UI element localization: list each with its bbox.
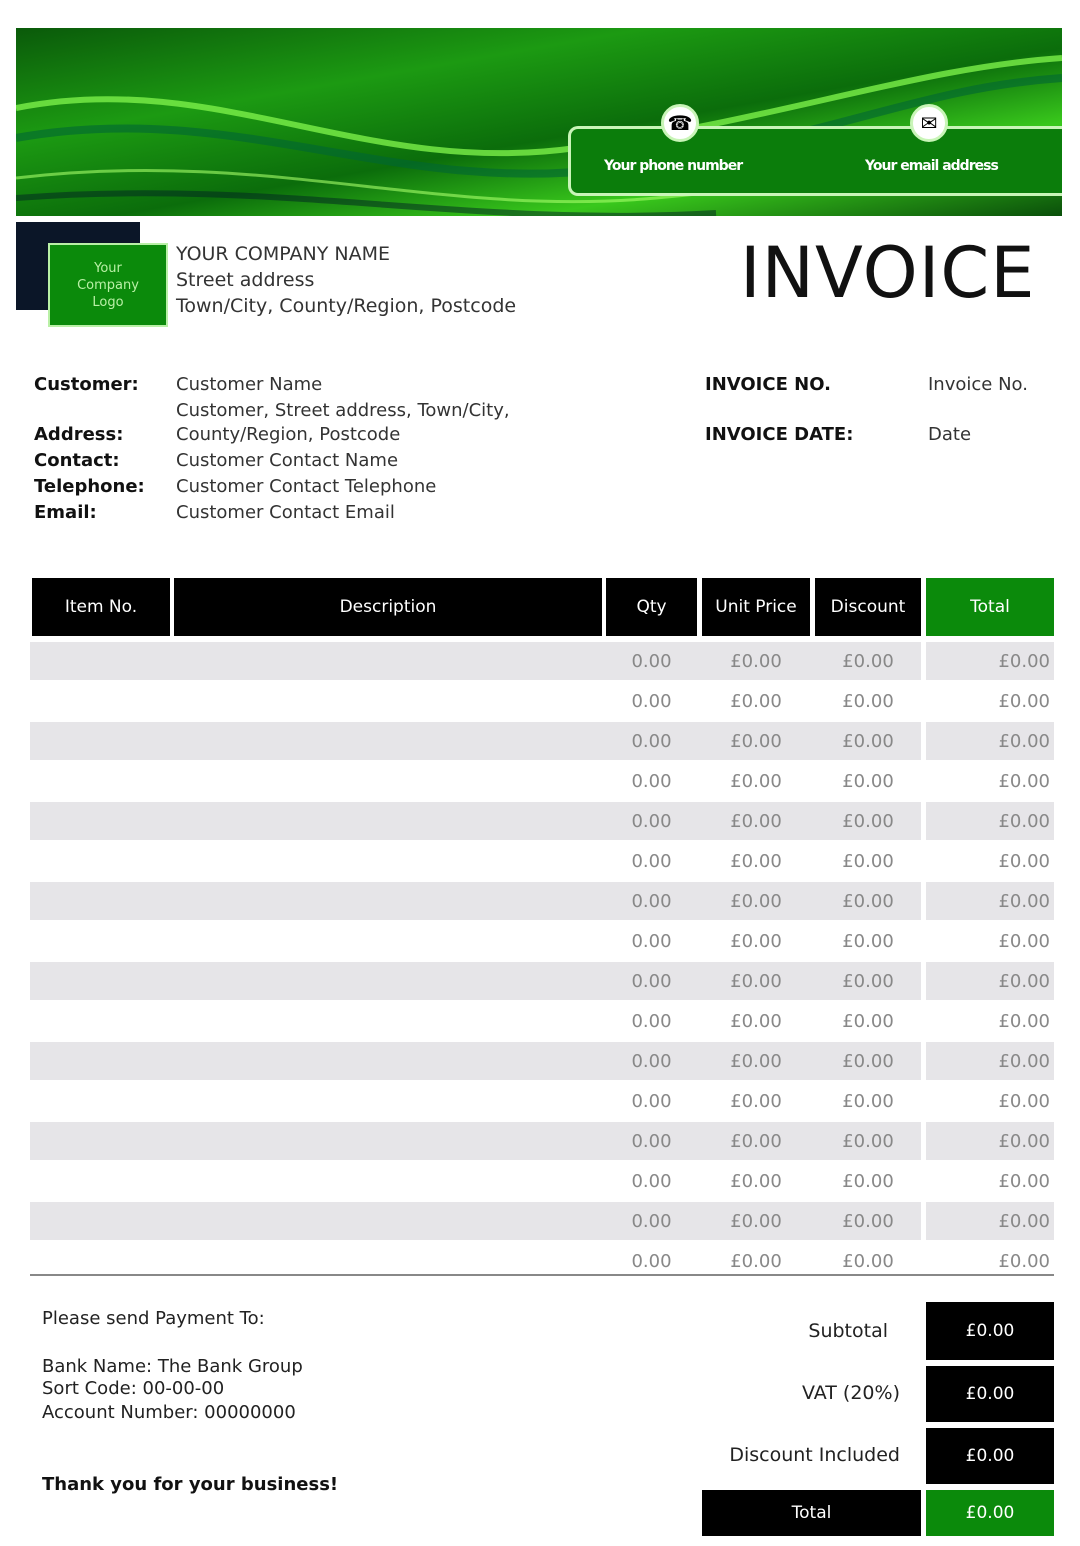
cell-item-no[interactable] — [32, 1122, 170, 1160]
cell-item-no[interactable] — [32, 642, 170, 680]
address-label: Address: — [34, 424, 124, 445]
email-value: Customer Contact Email — [176, 502, 395, 523]
cell-qty[interactable]: 0.00 — [631, 1171, 672, 1192]
cell-item-no[interactable] — [32, 802, 170, 840]
cell-discount[interactable]: £0.00 — [815, 1042, 921, 1080]
cell-discount[interactable]: £0.00 — [815, 642, 921, 680]
cell-item-no[interactable] — [32, 1002, 170, 1040]
table-row — [30, 962, 1054, 1000]
subtotal-label: Subtotal — [808, 1320, 888, 1342]
cell-description[interactable] — [174, 922, 602, 960]
cell-qty[interactable]: 0.00 — [606, 962, 697, 1000]
invoice-title: INVOICE — [740, 232, 1036, 314]
cell-total[interactable]: £0.00 — [926, 882, 1054, 920]
table-row — [30, 1122, 1054, 1160]
cell-unit-price[interactable]: £0.00 — [730, 1091, 782, 1112]
cell-discount[interactable]: £0.00 — [842, 1251, 894, 1272]
header-item-no: Item No. — [32, 578, 170, 636]
cell-qty[interactable]: 0.00 — [631, 1251, 672, 1272]
customer-value: Customer Name — [176, 374, 323, 395]
cell-discount[interactable]: £0.00 — [815, 802, 921, 840]
cell-discount[interactable]: £0.00 — [815, 1122, 921, 1160]
cell-description[interactable] — [174, 1202, 602, 1240]
subtotal-value: £0.00 — [926, 1302, 1054, 1360]
cell-discount[interactable]: £0.00 — [842, 771, 894, 792]
cell-description[interactable] — [174, 682, 602, 720]
cell-total[interactable]: £0.00 — [926, 802, 1054, 840]
cell-description[interactable] — [174, 1162, 602, 1200]
cell-qty[interactable]: 0.00 — [631, 931, 672, 952]
cell-qty[interactable]: 0.00 — [631, 691, 672, 712]
cell-total[interactable]: £0.00 — [998, 931, 1050, 952]
table-row — [30, 922, 1054, 960]
cell-unit-price[interactable]: £0.00 — [702, 1122, 810, 1160]
table-row — [30, 1042, 1054, 1080]
cell-unit-price[interactable]: £0.00 — [730, 931, 782, 952]
cell-discount[interactable]: £0.00 — [842, 851, 894, 872]
bank-name: Bank Name: The Bank Group — [42, 1356, 303, 1377]
total-label: Total — [702, 1490, 921, 1536]
email-icon: ✉ — [910, 104, 948, 142]
cell-item-no[interactable] — [32, 762, 170, 800]
company-street: Street address — [176, 269, 315, 291]
cell-total[interactable]: £0.00 — [926, 1202, 1054, 1240]
email-label: Email: — [34, 502, 97, 523]
cell-description[interactable] — [174, 642, 602, 680]
account-number: Account Number: 00000000 — [42, 1402, 296, 1423]
table-row — [30, 1202, 1054, 1240]
table-row — [30, 802, 1054, 840]
cell-description[interactable] — [174, 842, 602, 880]
cell-qty[interactable]: 0.00 — [606, 642, 697, 680]
cell-description[interactable] — [174, 1002, 602, 1040]
cell-total[interactable]: £0.00 — [998, 1251, 1050, 1272]
cell-qty[interactable]: 0.00 — [606, 882, 697, 920]
cell-item-no[interactable] — [32, 922, 170, 960]
cell-discount[interactable]: £0.00 — [842, 1171, 894, 1192]
cell-item-no[interactable] — [32, 882, 170, 920]
cell-unit-price[interactable]: £0.00 — [702, 722, 810, 760]
cell-unit-price[interactable]: £0.00 — [702, 1202, 810, 1240]
invoice-no-label: INVOICE NO. — [705, 374, 831, 395]
company-name: YOUR COMPANY NAME — [176, 243, 390, 265]
cell-discount[interactable]: £0.00 — [842, 691, 894, 712]
table-row — [30, 722, 1054, 760]
header-qty: Qty — [606, 578, 697, 636]
cell-discount[interactable]: £0.00 — [815, 722, 921, 760]
header-unit-price: Unit Price — [702, 578, 810, 636]
cell-qty[interactable]: 0.00 — [631, 851, 672, 872]
cell-unit-price[interactable]: £0.00 — [702, 642, 810, 680]
sort-code: Sort Code: 00-00-00 — [42, 1378, 225, 1399]
table-row — [30, 1082, 1054, 1120]
cell-qty[interactable]: 0.00 — [606, 1202, 697, 1240]
cell-unit-price[interactable]: £0.00 — [730, 851, 782, 872]
table-row — [30, 682, 1054, 720]
header-discount: Discount — [815, 578, 921, 636]
cell-description[interactable] — [174, 882, 602, 920]
cell-total[interactable]: £0.00 — [926, 722, 1054, 760]
cell-qty[interactable]: 0.00 — [606, 1122, 697, 1160]
phone-icon: ☎ — [661, 104, 699, 142]
total-value: £0.00 — [926, 1490, 1054, 1536]
cell-qty[interactable]: 0.00 — [606, 722, 697, 760]
cell-total[interactable]: £0.00 — [926, 1042, 1054, 1080]
cell-item-no[interactable] — [32, 682, 170, 720]
contact-label: Contact: — [34, 450, 120, 471]
cell-item-no[interactable] — [32, 1042, 170, 1080]
cell-discount[interactable]: £0.00 — [815, 962, 921, 1000]
cell-discount[interactable]: £0.00 — [842, 1091, 894, 1112]
phone-number: Your phone number — [604, 158, 743, 174]
invoice-date-value: Date — [928, 424, 972, 445]
cell-description[interactable] — [174, 802, 602, 840]
cell-item-no[interactable] — [32, 842, 170, 880]
customer-label: Customer: — [34, 374, 139, 395]
cell-description[interactable] — [174, 1042, 602, 1080]
cell-unit-price[interactable]: £0.00 — [702, 882, 810, 920]
invoice-no-value: Invoice No. — [928, 374, 1028, 395]
telephone-label: Telephone: — [34, 476, 145, 497]
cell-qty[interactable]: 0.00 — [606, 802, 697, 840]
cell-qty[interactable]: 0.00 — [631, 771, 672, 792]
header-description: Description — [174, 578, 602, 636]
cell-item-no[interactable] — [32, 962, 170, 1000]
cell-discount[interactable]: £0.00 — [842, 931, 894, 952]
cell-item-no[interactable] — [32, 1082, 170, 1120]
cell-unit-price[interactable]: £0.00 — [730, 1171, 782, 1192]
cell-unit-price[interactable]: £0.00 — [702, 962, 810, 1000]
cell-unit-price[interactable]: £0.00 — [730, 1011, 782, 1032]
table-row — [30, 642, 1054, 680]
cell-total[interactable]: £0.00 — [998, 771, 1050, 792]
logo-text: Your Company Logo — [77, 260, 139, 310]
cell-total[interactable]: £0.00 — [998, 851, 1050, 872]
address-line2: County/Region, Postcode — [176, 424, 401, 445]
cell-discount[interactable]: £0.00 — [815, 1202, 921, 1240]
cell-description[interactable] — [174, 762, 602, 800]
cell-description[interactable] — [174, 1122, 602, 1160]
cell-unit-price[interactable]: £0.00 — [730, 771, 782, 792]
invoice-date-label: INVOICE DATE: — [705, 424, 854, 445]
cell-total[interactable]: £0.00 — [926, 962, 1054, 1000]
thanks-message: Thank you for your business! — [42, 1474, 339, 1495]
cell-total[interactable]: £0.00 — [998, 1171, 1050, 1192]
table-row — [30, 1162, 1054, 1200]
telephone-value: Customer Contact Telephone — [176, 476, 437, 497]
cell-description[interactable] — [174, 962, 602, 1000]
table-bottom-rule — [30, 1274, 1054, 1276]
discount-value: £0.00 — [926, 1428, 1054, 1484]
cell-discount[interactable]: £0.00 — [815, 882, 921, 920]
table-row — [30, 1002, 1054, 1040]
company-town: Town/City, County/Region, Postcode — [176, 295, 517, 317]
cell-unit-price[interactable]: £0.00 — [702, 802, 810, 840]
header-total: Total — [926, 578, 1054, 636]
cell-item-no[interactable] — [32, 722, 170, 760]
table-row — [30, 882, 1054, 920]
cell-description[interactable] — [174, 722, 602, 760]
cell-item-no[interactable] — [32, 1162, 170, 1200]
cell-item-no[interactable] — [32, 1202, 170, 1240]
payment-heading: Please send Payment To: — [42, 1308, 265, 1329]
cell-qty[interactable]: 0.00 — [631, 1091, 672, 1112]
email-address: Your email address — [865, 158, 998, 174]
cell-total[interactable]: £0.00 — [926, 642, 1054, 680]
cell-description[interactable] — [174, 1082, 602, 1120]
cell-total[interactable]: £0.00 — [926, 1122, 1054, 1160]
cell-total[interactable]: £0.00 — [998, 1011, 1050, 1032]
contact-value: Customer Contact Name — [176, 450, 399, 471]
cell-unit-price[interactable]: £0.00 — [702, 1042, 810, 1080]
company-logo — [48, 243, 168, 327]
cell-total[interactable]: £0.00 — [998, 1091, 1050, 1112]
table-row — [30, 762, 1054, 800]
address-line1: Customer, Street address, Town/City, — [176, 400, 510, 421]
cell-unit-price[interactable]: £0.00 — [730, 1251, 782, 1272]
discount-label: Discount Included — [729, 1444, 900, 1466]
cell-discount[interactable]: £0.00 — [842, 1011, 894, 1032]
table-row — [30, 842, 1054, 880]
vat-label: VAT (20%) — [801, 1382, 900, 1404]
cell-unit-price[interactable]: £0.00 — [730, 691, 782, 712]
vat-value: £0.00 — [926, 1366, 1054, 1422]
cell-qty[interactable]: 0.00 — [631, 1011, 672, 1032]
cell-qty[interactable]: 0.00 — [606, 1042, 697, 1080]
cell-total[interactable]: £0.00 — [998, 691, 1050, 712]
